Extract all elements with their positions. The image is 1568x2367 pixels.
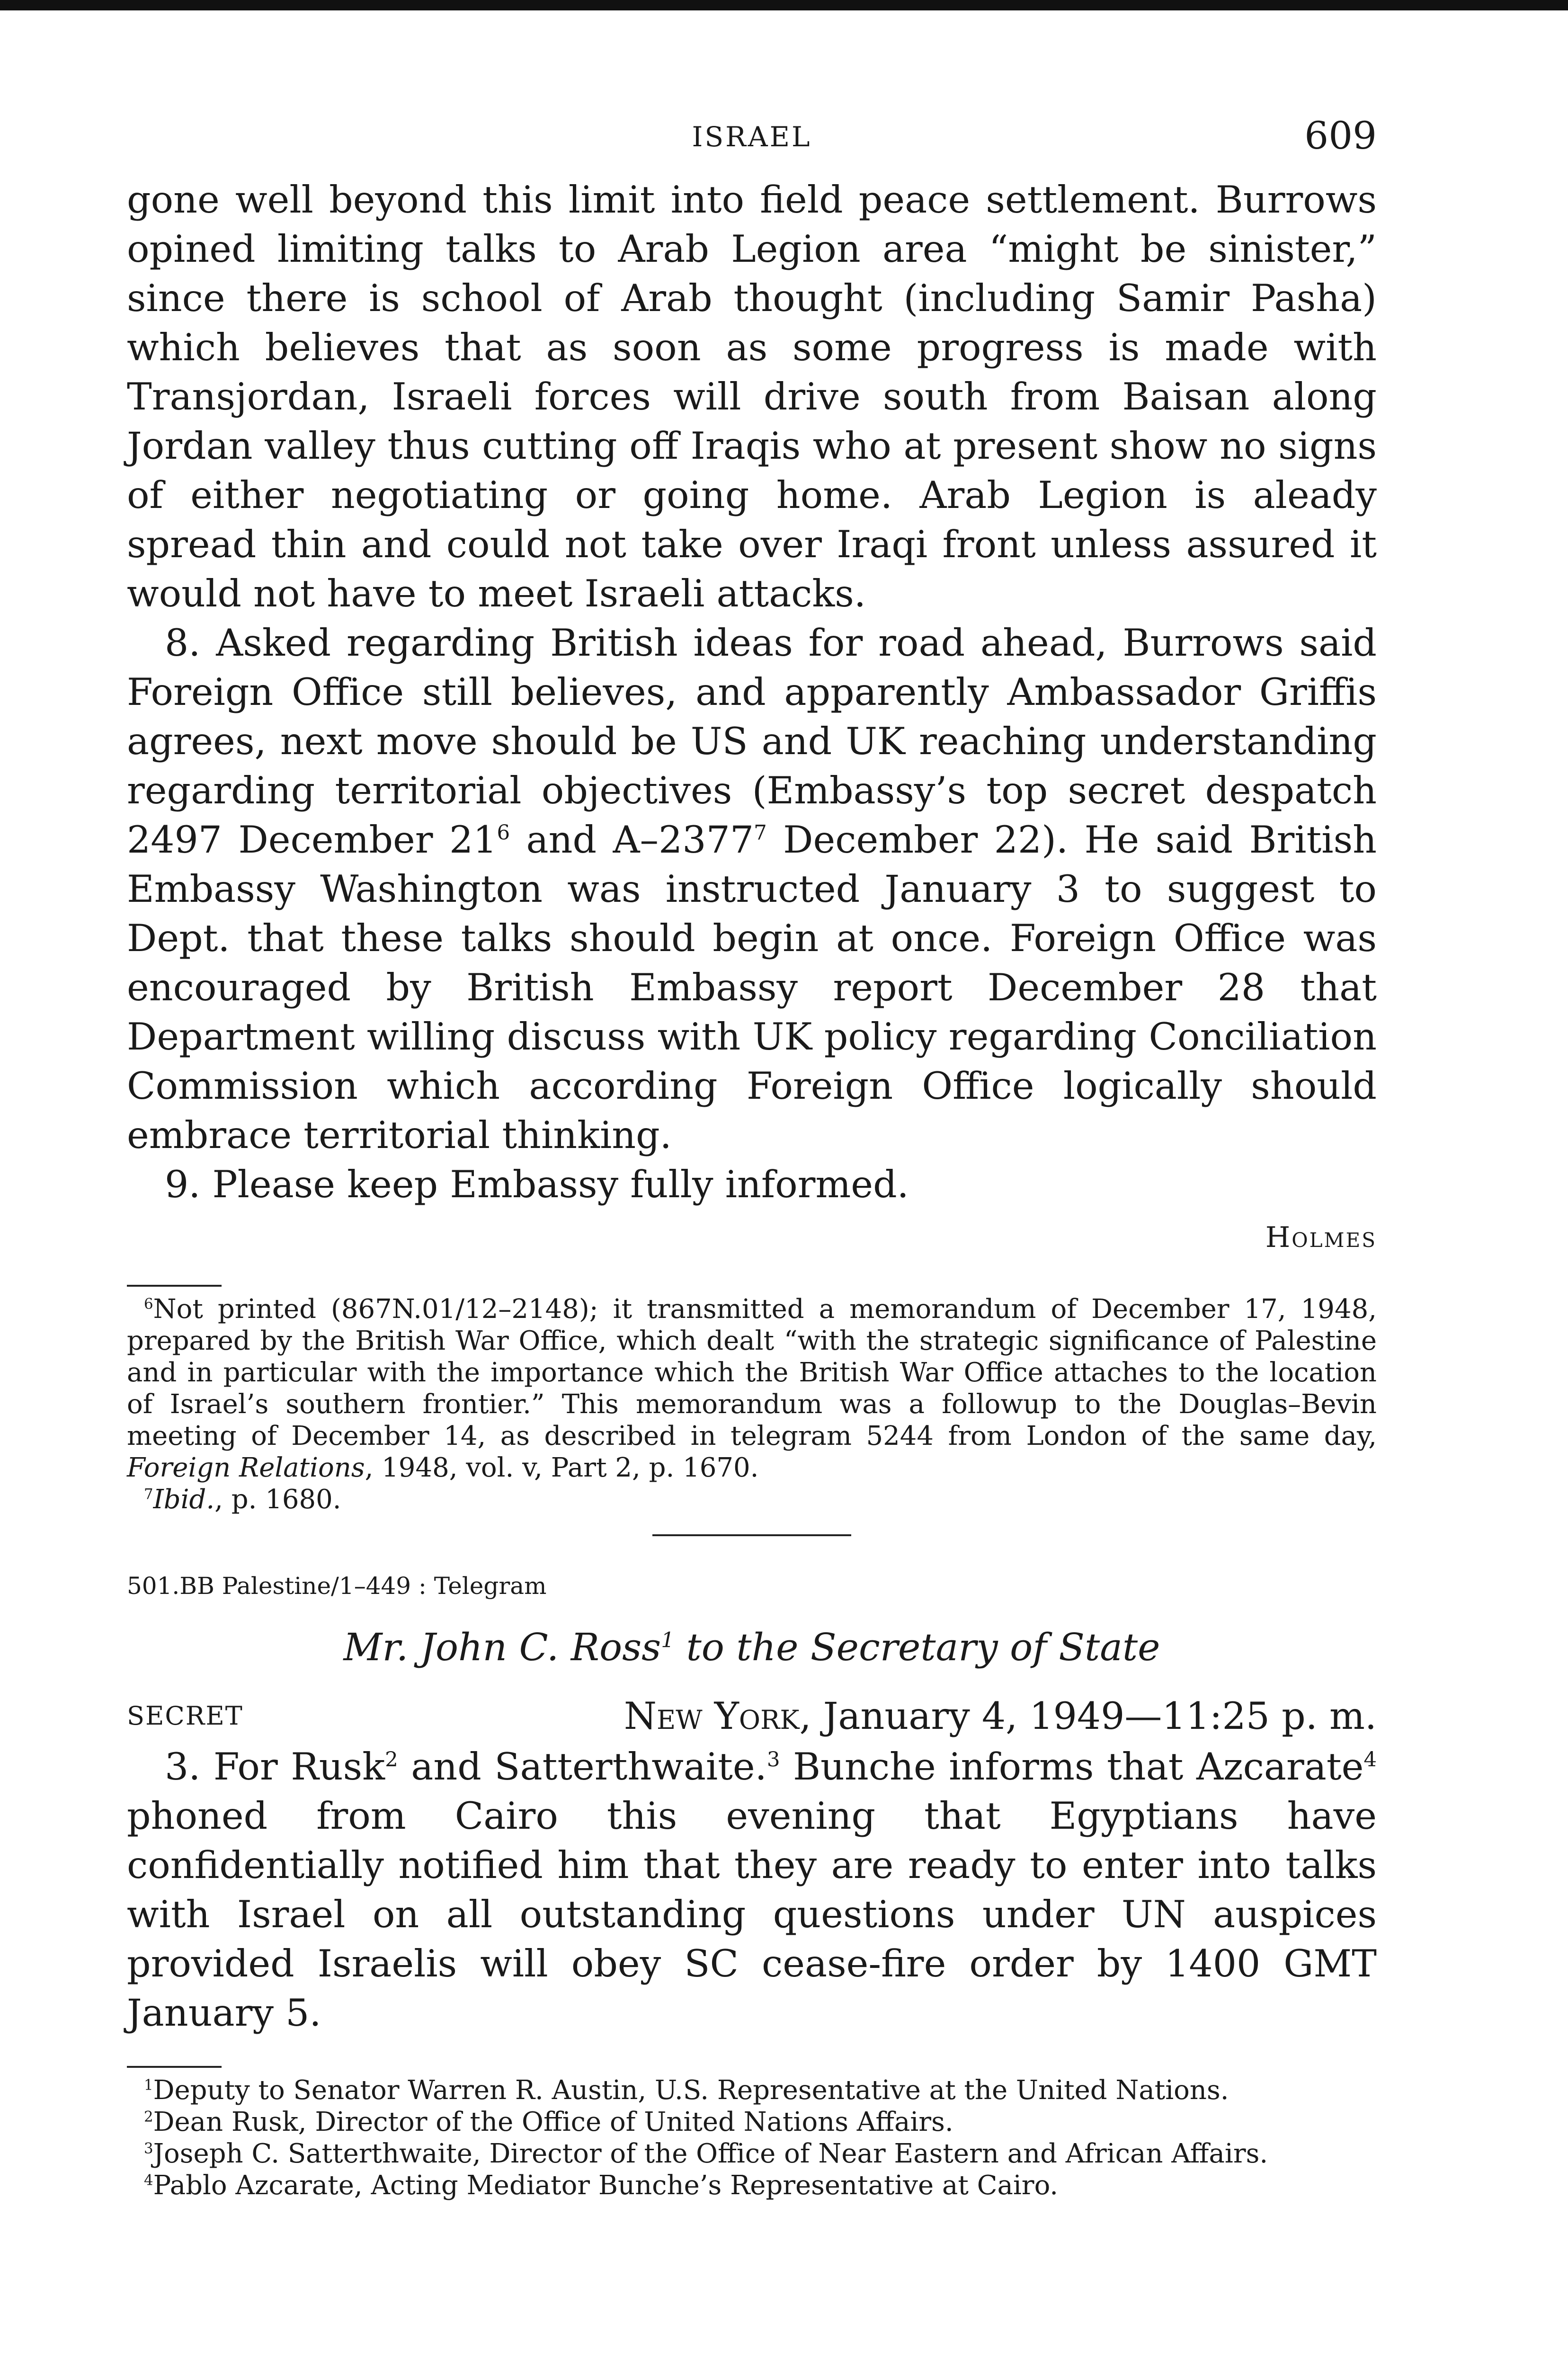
footnote-3	[127, 2138, 1377, 2170]
footnote-text: Pablo Azcarate, Acting Mediator Bunche’s Representative at Cairo.	[153, 2170, 1059, 2201]
footnote-6-text-a: Not printed (867N.01/12–2148); it transmitted a memorandum of December 17, 1948, prepared by the British War Office, which dealt “with the strategic significance of Palestine and in particular with the importance which the British War Office attaches to the location of Israel’s southern frontier.” This memorandum was a followup to the Douglas–Bevin meeting of December 14, as described in telegram 5244 from London of the same day,	[127, 1294, 1377, 1451]
footnote-2	[127, 2106, 1377, 2138]
document-title-b: to the Secretary of State	[674, 1625, 1160, 1669]
classification-line	[127, 1690, 1377, 1742]
running-head: ISRAEL	[692, 121, 812, 153]
footnote-mark-6: 6	[144, 1295, 153, 1313]
footnote-text: Dean Rusk, Director of the Office of United Nations Affairs.	[153, 2107, 953, 2137]
footnote-divider-2	[127, 2066, 222, 2068]
document-page	[127, 99, 1377, 2201]
para8-text-a: 8. Asked regarding British ideas for road ahead, Burrows said Foreign Office still believes, and apparently Ambassador Griffis agrees, next move should be US and UK reaching understanding regarding territorial objectives (Embassy’s top secret despatch 2497 December 21	[127, 621, 1377, 862]
body-paragraph-continued: gone well beyond this limit into field peace settlement. Burrows opined limiting talks to Arab Legion area “might be sinister,” since there is school of Arab thought (including Samir Pasha) which believes that as soon as some progress is made with Transjordan, Israeli forces will drive south from Baisan along Jordan valley thus cutting off Iraqis who at present show no signs of either negotiating or going home. Arab Legion is aleady spread thin and could not take over Iraqi front unless assured it would not have to meet Israeli attacks.	[127, 178, 1377, 615]
signature: Holmes	[1265, 1221, 1377, 1254]
dateline-place: New York	[624, 1694, 800, 1738]
para3-text-c: Bunche informs that Azcarate	[780, 1745, 1364, 1789]
document-title-a: Mr. John C. Ross	[343, 1625, 661, 1669]
page-header	[127, 99, 1377, 175]
footnote-mark-7: 7	[144, 1486, 153, 1503]
footnote-6-italic: Foreign Relations	[127, 1452, 365, 1483]
para3-text-b: and Satterthwaite.	[398, 1745, 767, 1789]
footnote-1	[127, 2074, 1377, 2106]
footnote-ref-6: 6	[497, 821, 510, 845]
dateline-date: , January 4, 1949—11:25 p. m.	[799, 1694, 1377, 1738]
footnote-mark: 2	[144, 2108, 153, 2126]
footnote-mark: 4	[144, 2171, 153, 2189]
document-title	[127, 1621, 1377, 1673]
footnote-ref-4: 4	[1363, 1748, 1377, 1772]
telegram-paragraph-3	[127, 1742, 1377, 2038]
footnote-6-text-b: , 1948, vol. v, Part 2, p. 1670.	[365, 1452, 759, 1483]
footnotes-section-2	[127, 2074, 1377, 2201]
footnote-6	[127, 1293, 1377, 1484]
footnote-7-italic: Ibid.	[153, 1484, 215, 1515]
para3-text-d: phoned from Cairo this evening that Egyptians have confidentially notified him that they are ready to enter into talks with Israel on all outstanding questions under UN auspices provided Israelis will obey SC cease-fire order by 1400 GMT January 5.	[127, 1794, 1377, 2035]
dateline	[624, 1690, 1377, 1742]
section-divider	[652, 1534, 851, 1536]
body-paragraph-9: 9. Please keep Embassy fully informed.	[165, 1163, 909, 1206]
para8-text-c: December 22). He said British Embassy Washington was instructed January 3 to suggest to Dept. that these talks should begin at once. Foreign Office was encouraged by British Embassy report December 28 that Department willing discuss with UK policy regarding Conciliation Commission which according Foreign Office logically should embrace territorial thinking.	[127, 818, 1377, 1157]
para8-text-b: and A–2377	[510, 818, 754, 862]
footnote-7-text: , p. 1680.	[214, 1484, 341, 1515]
footnote-divider	[127, 1285, 222, 1287]
page-number: 609	[1304, 114, 1377, 158]
footnote-text: Deputy to Senator Warren R. Austin, U.S. Representative at the United Nations.	[153, 2075, 1229, 2106]
footnote-ref-3: 3	[766, 1748, 780, 1772]
classification-label: SECRET	[127, 1701, 243, 1731]
footnotes-section-1	[127, 1293, 1377, 1515]
footnote-ref-7: 7	[754, 821, 767, 845]
page-top-edge	[0, 0, 1568, 10]
footnote-ref-2: 2	[385, 1748, 398, 1772]
para3-text-a: 3. For Rusk	[165, 1745, 385, 1789]
footnote-ref-1: 1	[661, 1628, 675, 1653]
body-paragraph-8	[127, 618, 1377, 1160]
footnote-mark: 3	[144, 2140, 153, 2157]
document-file-reference: 501.BB Palestine/1–449 : Telegram	[127, 1572, 547, 1600]
footnote-mark: 1	[144, 2076, 153, 2094]
footnote-text: Joseph C. Satterthwaite, Director of the Office of Near Eastern and African Affairs.	[153, 2138, 1268, 2169]
footnote-4	[127, 2170, 1377, 2201]
footnote-7	[127, 1484, 1377, 1515]
